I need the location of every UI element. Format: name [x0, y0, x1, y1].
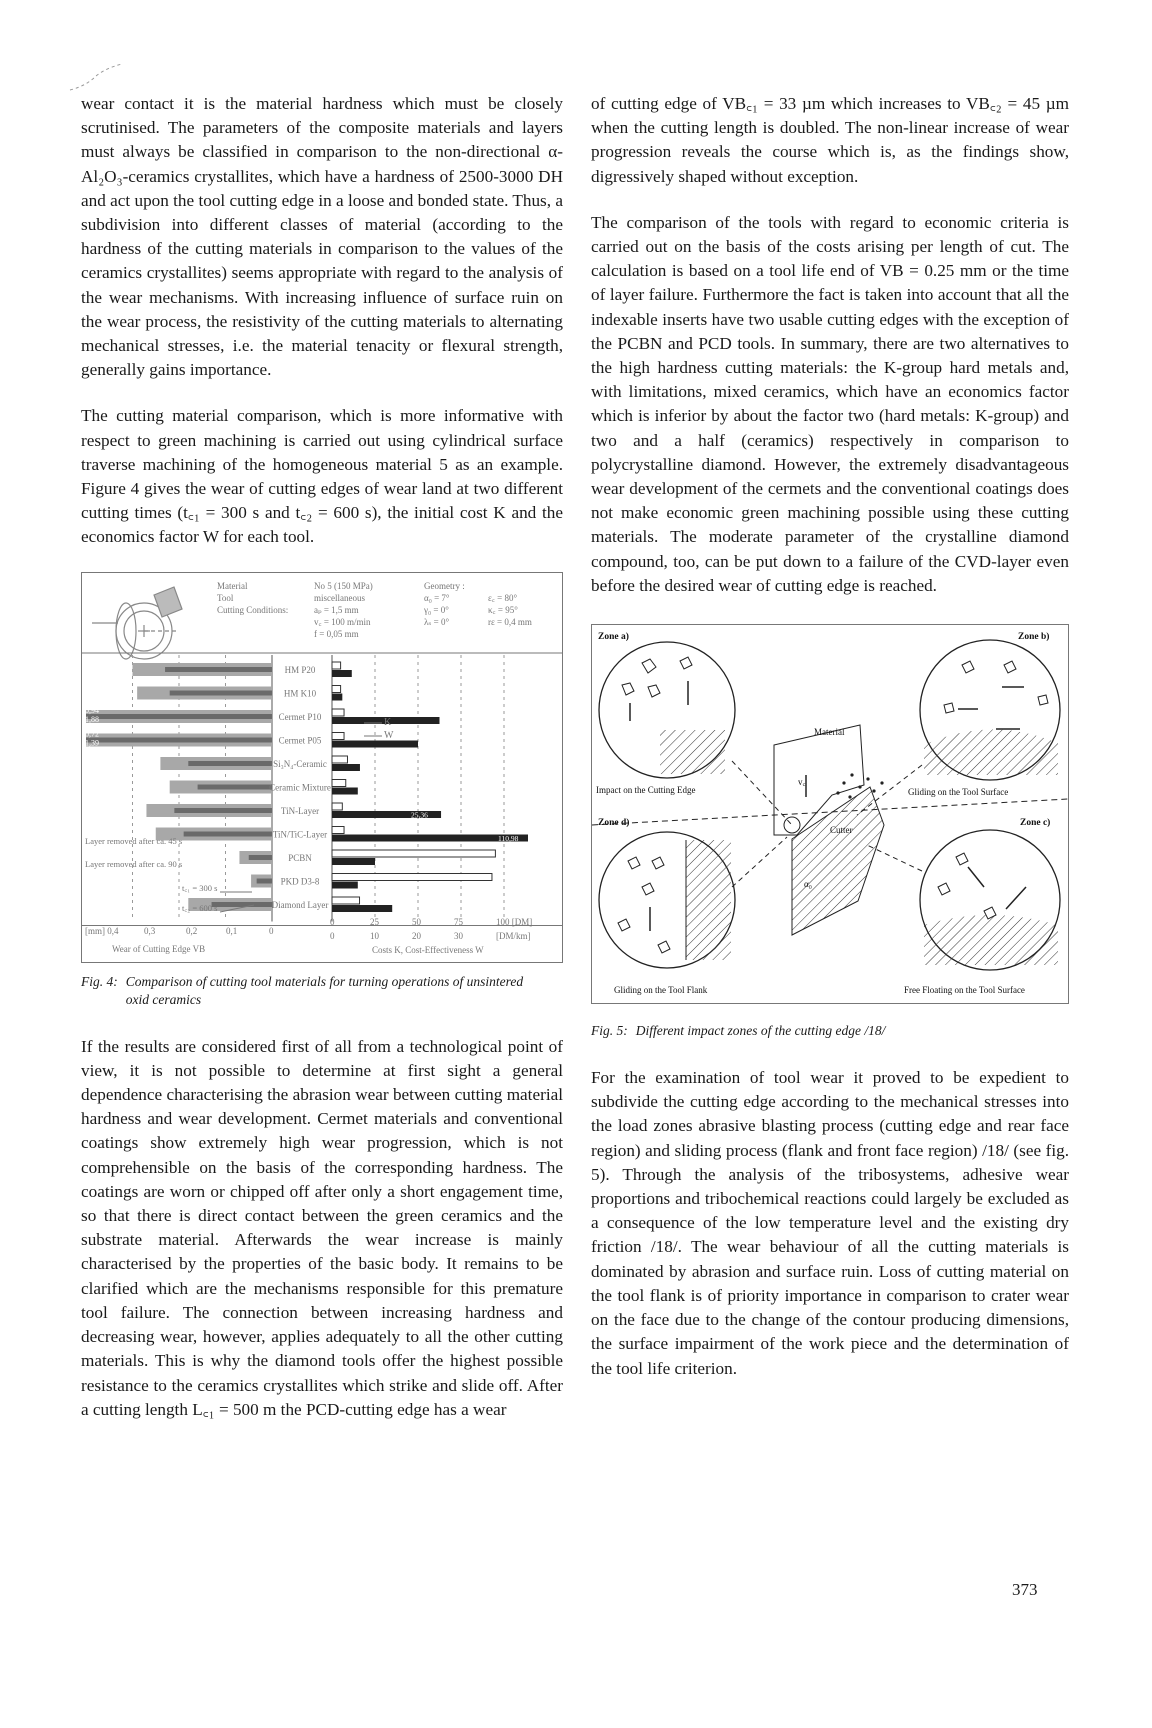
axis-title: Wear of Cutting Edge VB [112, 943, 206, 954]
tool-label: PKD D3-8 [280, 876, 320, 887]
axis-title: Costs K, Cost-Effectiveness W [372, 944, 484, 955]
bar-wear-t1 [188, 761, 272, 766]
bar-effectiveness-w [332, 787, 358, 794]
header-value: No 5 (150 MPa) [314, 580, 373, 591]
side-value: 0,94 [85, 705, 99, 715]
caption-text: Comparison of cutting tool materials for turning operations of unsintered oxid ceramics [125, 973, 524, 1007]
axis-tick: 30 [454, 930, 463, 941]
particle-icon [652, 857, 664, 869]
tool-label: Diamond Layer [271, 899, 329, 910]
geometry-title: Geometry : [424, 580, 465, 591]
bar-wear-t1 [198, 784, 272, 789]
alpha-label: α₀ [804, 879, 812, 890]
zone-d-circle [599, 832, 735, 968]
caption-label: Fig. 4: [81, 973, 118, 989]
left-axis [85, 926, 274, 954]
annotation-time: t꜀₁ = 300 s [182, 882, 218, 893]
bar-cost-k [332, 756, 347, 763]
bar-wear-t1 [257, 878, 272, 883]
axis-tick: [DM/km] [496, 930, 531, 941]
zone-c-circle [920, 830, 1060, 970]
particle-icon [680, 657, 692, 669]
annotation-layer-removed: Layer removed after ca. 45 s [85, 835, 183, 846]
bar-cost-k [332, 709, 344, 716]
bar-effectiveness-w [332, 670, 352, 677]
bar-wear-t1 [86, 737, 272, 742]
figure-4-caption [81, 973, 563, 1009]
body-paragraph: wear contact it is the material hardness which must be closely scrutinised. The parameters of the composite materials and layers must always be classified in comparison to the non-directional α-Al₂O₃-ceramics crystallites, which have a hardness of 2500-3000 DH and act upon the tool cutting edge in a loose and bonded state. Thus, a subdivision into different classes of material (according to the hardness of the cutting materials in comparison to the values of the ceramics crystallites) seems appropriate with regard to the analysis of the wear mechanisms. With increasing influence of surface ruin on the wear process, the resistivity of the cutting materials to alternating mechanical stresses, i.e. the material tenacity or flexural strength, generally gains importance. [81, 94, 563, 380]
particle-icon [944, 703, 954, 713]
axis-tick: [mm] 0,4 [85, 925, 119, 936]
axis-tick: 50 [412, 916, 421, 927]
bar-cost-k [332, 826, 344, 833]
bar-cost-k [332, 685, 341, 692]
side-values [85, 706, 99, 767]
tool-label: HM K10 [283, 688, 317, 699]
body-paragraph: For the examination of tool wear it proved to be expedient to subdivide the cutting edge according to the mechanical stresses into the load zones abrasive blasting process (cutting edge and rear face region) and sliding process (flank and front face region) /18/ (see fig. 5). Through the analysis of the tribosystems, adhesive wear proportions and tribochemical reactions could largely be excluded as a consequence of the low temperature level and the existing dry friction /18/. The wear behaviour of all the cutting materials is dominated by abrasion and surface ruin. Loss of cutting material on the tool flank is of priority importance in comparison to crater wear on the face due to the change of the contour producing dimensions, the surface impairment of the work piece and the determination of the tool life criterion. [591, 1068, 1069, 1378]
body-paragraph: The comparison of the tools with regard to economic criteria is carried out on the basis of the costs arising per length of cut. The calculation is based on a tool life end of VB = 0.25 mm or the time of layer failure. Furthermore the fact is taken into account that all the indexable inserts have two usable cutting edges with the exception of the PCBN and PCD tools. In summary, there are two alternatives to the high hardness cutting materials: the K-group hard metals and, with limitations, mixed ceramics, which have an economics factor which is inferior by about the factor two (hard metals: K-group) and two and a half (ceramics) respectively in comparison to polycrystalline diamond. However, the extremely disadvantageous wear development of the cermets and the conventional coatings does not make economic green machining possible using these cutting materials. The moderate parameter of the crystalline diamond compound, too, can be put down to a failure of the CVD-layer even before the desired wear of cutting edge is reached. [591, 212, 1069, 595]
vc-label: v꜀ [798, 777, 806, 788]
bar-effectiveness-w [332, 764, 360, 771]
tool-label: Ceramic Mixture [269, 782, 331, 793]
gliding-surface-label: Gliding on the Tool Surface [908, 787, 1009, 798]
bar-wear-t1 [249, 855, 272, 860]
side-value: 0,56 [85, 757, 99, 767]
figure-5-svg [592, 625, 1068, 1001]
tool-geometry-sketch [92, 587, 182, 659]
bar-cost-k [332, 897, 360, 904]
bar-wear-t1 [212, 902, 272, 907]
bar-wear-t1 [184, 831, 272, 836]
cutter-label: Cutter [830, 825, 853, 836]
figure-4-chart [81, 572, 563, 963]
tool-label: HM P20 [284, 664, 316, 675]
axis-tick: 100 [DM] [496, 916, 533, 927]
bar-effectiveness-w [332, 740, 418, 747]
particle-icon [962, 661, 974, 673]
header-value: f = 0,05 mm [314, 628, 359, 639]
zone-b-label: Zone b) [1018, 632, 1050, 643]
particle-icon [658, 941, 670, 953]
left-column [81, 92, 563, 1444]
body-paragraph: If the results are considered first of all from a technological point of view, it is not possible to determine at first sight a general dependence characterising the abrasion wear between cutting material hardness and wear development. Cermet materials and conventional coatings show extremely high wear progression, which is not comprehensible on the basis of the corresponding hardness. The coatings are worn or chipped off after only a short engagement time, so that there is direct contact between the green ceramics and the substrate material. Afterwards the wear increase is mainly characterised by the properties of the basic body. It remains to be clarified which are the mechanisms responsible for this premature tool failure. The connection between increasing hardness and decreasing wear, however, applies adequately to all the other cutting materials. This is why the diamond tools offer the highest possible resistance to the ceramics crystallites which strike and slide off. After a cutting length L꜀₁ = 500 m the PCD-cutting edge has a wear [81, 1036, 563, 1419]
bar-effectiveness-w [332, 881, 358, 888]
geometry-value: γ₀ = 0° [424, 604, 449, 615]
bar-cost-k [332, 850, 495, 857]
axis-tick: 0,2 [186, 925, 198, 936]
tool-label: PCBN [288, 852, 312, 863]
axis-tick: 75 [454, 916, 463, 927]
header-label: Material [217, 580, 248, 591]
right-axis [330, 917, 532, 955]
bar-wear-t1 [170, 690, 272, 695]
zone-d-label: Zone d) [598, 818, 630, 829]
caption-label: Fig. 5: [591, 1023, 628, 1039]
bar-cost-k [332, 732, 344, 739]
figure-5-diagram [591, 624, 1069, 1004]
figure-4-svg [82, 573, 562, 960]
geometry-value: ε꜀ = 80° [488, 592, 518, 603]
axis-tick: 0,3 [144, 925, 156, 936]
legend-k: K [384, 716, 392, 728]
tool-label: Cermet P05 [278, 735, 322, 746]
zone-a-label: Zone a) [598, 632, 629, 643]
header-label: Tool [217, 592, 234, 603]
free-floating-label: Free Floating on the Tool Surface [904, 985, 1025, 996]
right-column [591, 92, 1069, 1403]
header-value: v꜀ = 100 m/min [314, 616, 371, 627]
header-labels [217, 581, 532, 639]
particle-icon [938, 883, 950, 895]
body-paragraph: of cutting edge of VB꜀₁ = 33 µm which increases to VB꜀₂ = 45 µm when the cutting length is doubled. The non-linear increase of wear progression reveals the course which is, as the findings show, digressively shaped without exception. [591, 94, 1069, 186]
particle-icon [642, 659, 656, 673]
material-label: Material [814, 727, 845, 738]
geometry-value: λₛ = 0° [424, 616, 450, 627]
geometry-value: rε = 0,4 mm [488, 616, 532, 627]
header-value: aₚ = 1,5 mm [314, 604, 359, 615]
zone-b-circle [920, 640, 1060, 780]
axis-tick: 25 [370, 916, 379, 927]
axis-tick: 0,1 [226, 925, 238, 936]
tool-labels [269, 665, 331, 910]
overflow-value: 110,98 [498, 833, 519, 843]
particle-icon [1004, 661, 1016, 673]
header-label: Cutting Conditions: [217, 604, 289, 615]
tool-label: Cermet P10 [278, 711, 322, 722]
particle-icon [628, 857, 640, 869]
body-paragraph: The cutting material comparison, which is more informative with respect to green machining is carried out using cylindrical surface traverse machining of the homogeneous material 5 as an example. Figure 4 gives the wear of cutting edges of wear land at two different cutting times (t꜀₁ = 300 s and t꜀₂ = 600 s), the initial cost K and the economics factor W for each tool. [81, 406, 563, 547]
bar-effectiveness-w [332, 693, 342, 700]
axis-tick: 0 [330, 930, 335, 941]
side-value: 1,39 [85, 738, 99, 748]
figure-5-caption [591, 1022, 1069, 1040]
axis-tick: 10 [370, 930, 379, 941]
legend-w: W [384, 729, 394, 741]
tool-label: TiN-Layer [280, 805, 320, 816]
axis-tick: 0 [269, 925, 274, 936]
bar-wear-t1 [174, 808, 272, 813]
particle-icon [648, 685, 660, 697]
caption-text: Different impact zones of the cutting edge /18/ [635, 1023, 886, 1039]
particle-icon [642, 883, 654, 895]
geometry-value: α₀ = 7° [424, 592, 450, 603]
bar-cost-k [332, 779, 346, 786]
bar-effectiveness-w [332, 905, 392, 912]
particle-icon [622, 683, 634, 695]
annotation-time: t꜀₂ = 600 s [182, 902, 218, 913]
impact-label: Impact on the Cutting Edge [596, 785, 696, 796]
bar-effectiveness-w [332, 858, 375, 865]
particle-icon [1038, 695, 1048, 705]
gliding-flank-label: Gliding on the Tool Flank [614, 985, 708, 996]
header-value: miscellaneous [314, 592, 365, 603]
scan-corner-mark [66, 62, 126, 92]
axis-tick: 20 [412, 930, 421, 941]
bar-wear-t1 [86, 714, 272, 719]
axis-tick: 0 [330, 916, 335, 927]
bar-wear-t1 [165, 667, 272, 672]
side-value: 1,88 [85, 714, 99, 724]
zone-c-label: Zone c) [1020, 818, 1051, 829]
tool-label: TiN/TiC-Layer [272, 829, 328, 840]
bar-cost-k [332, 873, 492, 880]
particle-icon [956, 853, 968, 865]
side-value: 0,72 [85, 729, 99, 739]
tool-label: Si₃N₄-Ceramic [273, 758, 327, 769]
zone-a-circle [599, 642, 735, 778]
page-number: 373 [1012, 1580, 1038, 1599]
geometry-value: κ꜀ = 95° [488, 604, 518, 615]
particle-icon [618, 919, 630, 931]
annotation-layer-removed: Layer removed after ca. 90 s [85, 858, 183, 869]
bar-cost-k [332, 803, 342, 810]
bar-cost-k [332, 662, 341, 669]
overflow-value: 25,36 [411, 810, 428, 820]
